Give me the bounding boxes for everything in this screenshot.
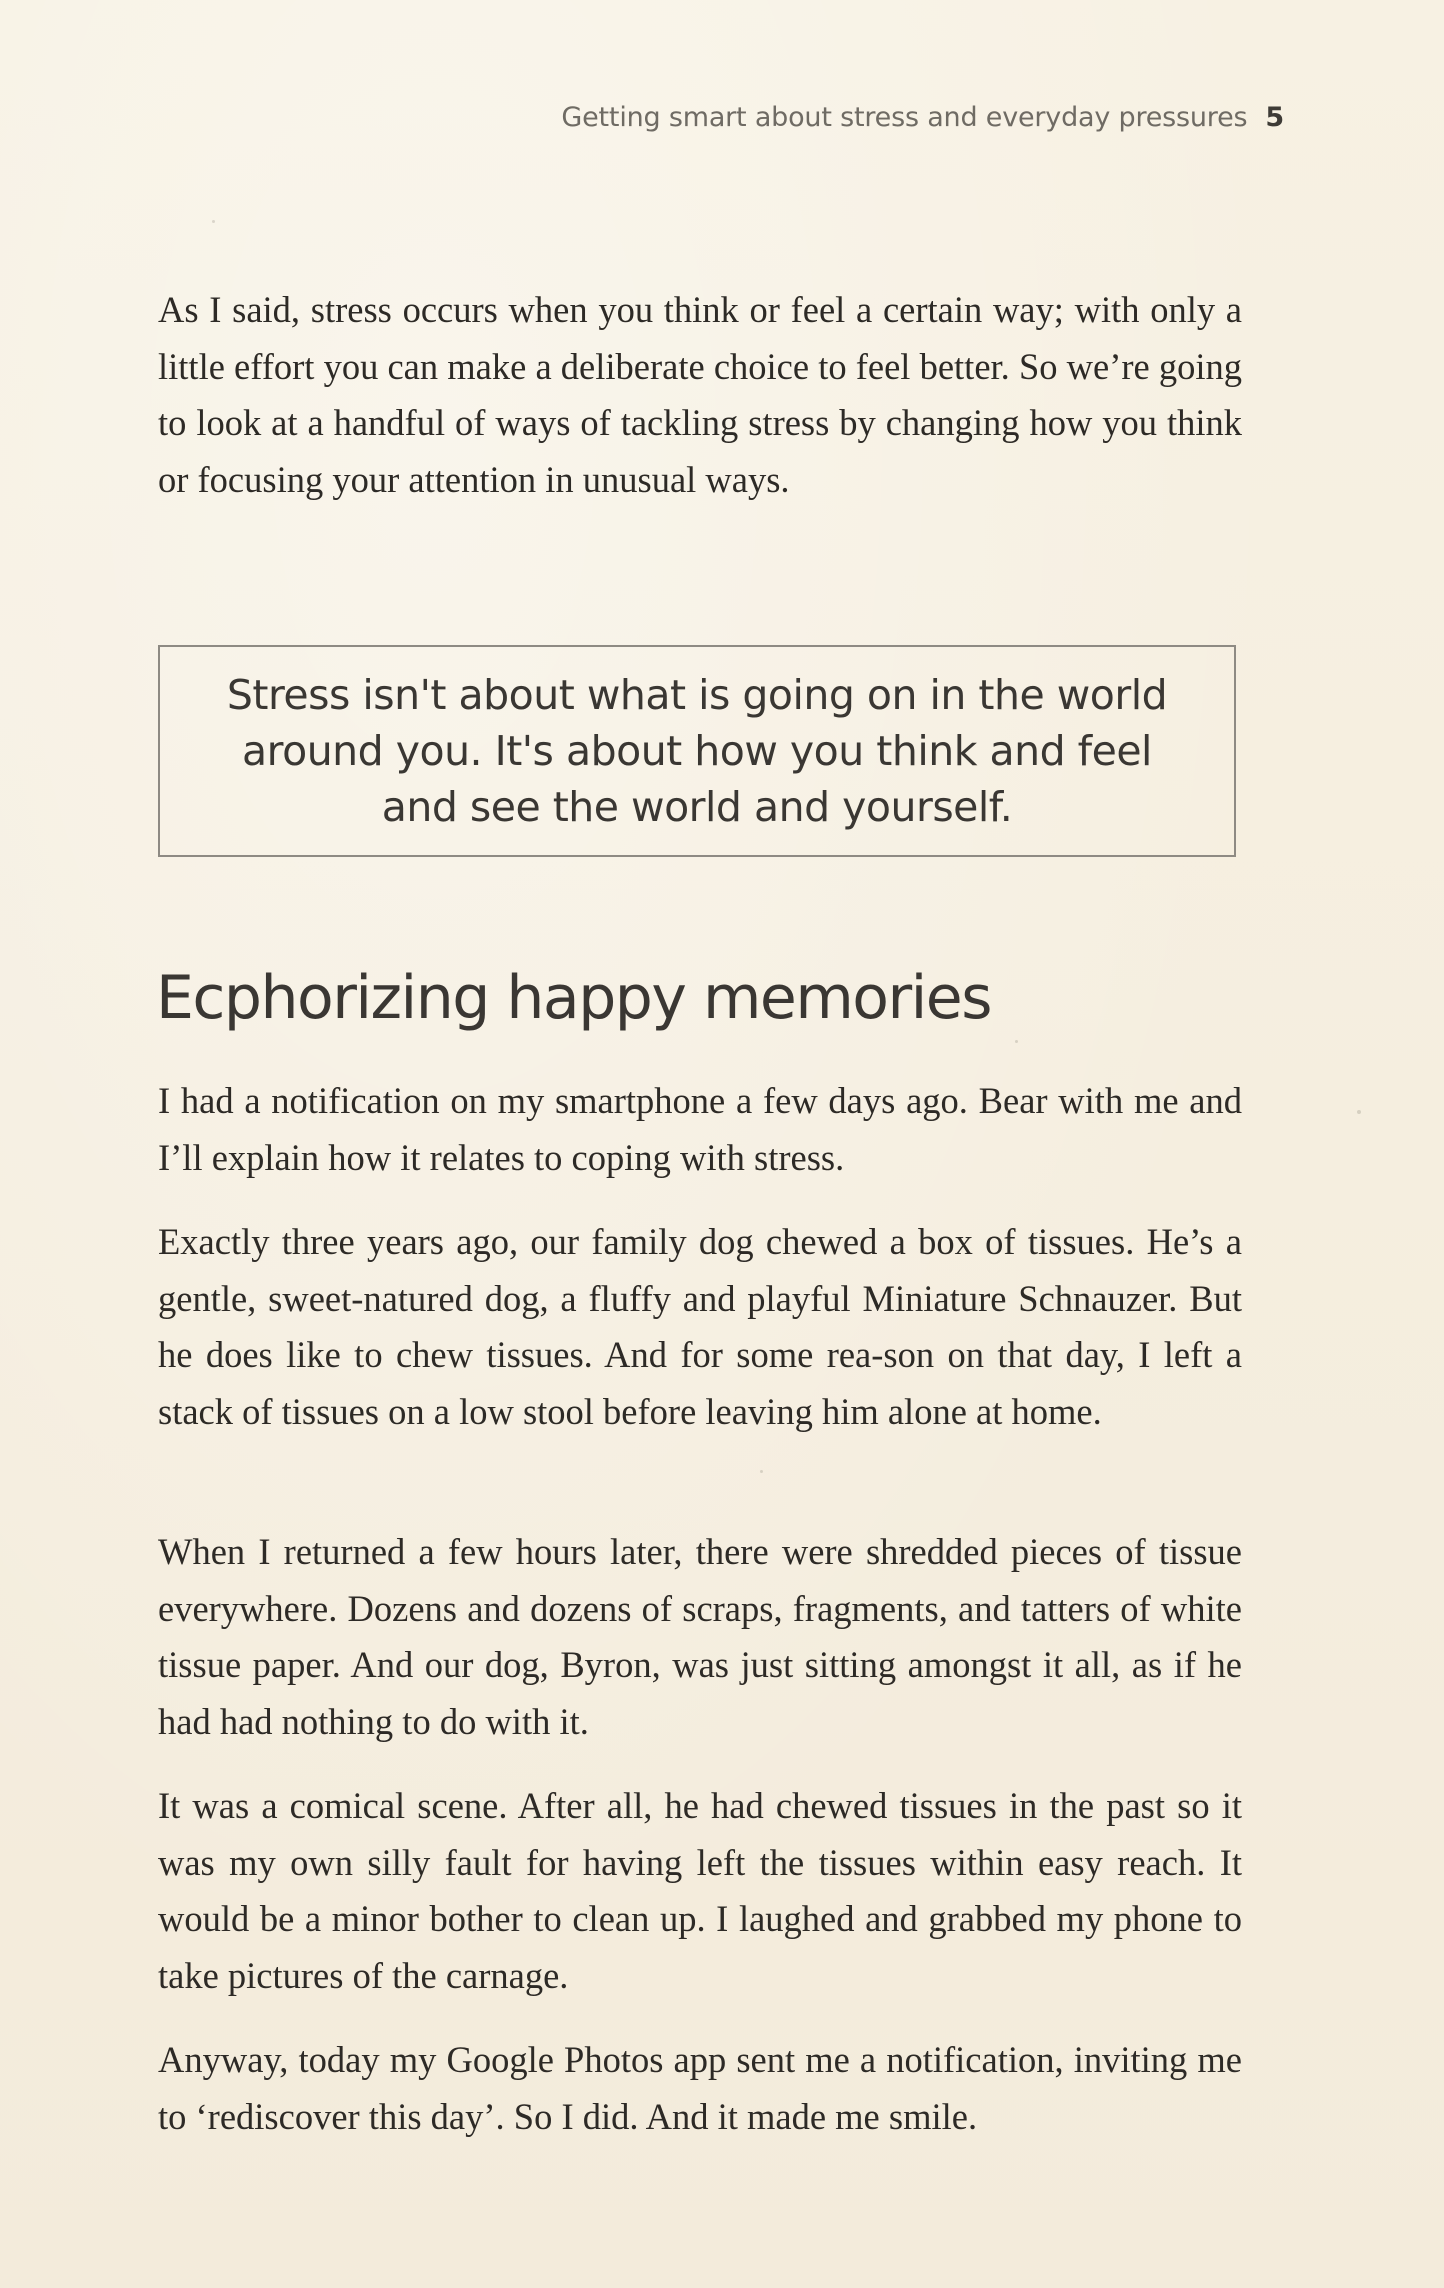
intro-paragraph: As I said, stress occurs when you think or feel a certain way; with only a little effort you can make a deliberate choice to feel better. So we’re going to look at a handful of ways of tackling stress by changing how you think or focusing your attention in unusual ways. (158, 289, 1242, 500)
callout-text: Stress isn't about what is going on in the world around you. It's about how you think and feel and see the world and yourself. (226, 671, 1168, 831)
running-header-title: Getting smart about stress and everyday pressures (561, 102, 1248, 133)
section-heading: Ecphorizing happy memories (156, 963, 991, 1033)
paragraph-dog-tissues: Exactly three years ago, our family dog chewed a box of tissues. He’s a gentle, sweet-natured dog, a fluffy and playful Miniature Schnauzer. But he does like to chew tissues. And for some rea-son on that day, I left a stack of tissues on a low stool before leaving him alone at home. (158, 1221, 1242, 1432)
paragraph-comical-scene: It was a comical scene. After all, he had chewed tissues in the past so it was my own silly fault for having left the tissues within easy reach. It would be a minor bother to clean up. I laughed and grabbed my phone to take pictures of the carnage. (158, 1785, 1242, 1996)
paper-speck (1015, 1040, 1018, 1043)
paper-speck (178, 1545, 181, 1548)
paper-speck (212, 220, 215, 223)
callout-box (158, 645, 1236, 857)
paragraph-notification: I had a notification on my smartphone a few days ago. Bear with me and I’ll explain how it relates to coping with stress. (158, 1080, 1242, 1178)
paper-speck (1357, 1110, 1361, 1114)
paragraph-google-photos: Anyway, today my Google Photos app sent me a notification, inviting me to ‘rediscover this day’. So I did. And it made me smile. (158, 2039, 1242, 2137)
page-number: 5 (1265, 102, 1284, 133)
paragraph-returned: When I returned a few hours later, there were shredded pieces of tissue everywhere. Dozens and dozens of scraps, fragments, and tatters of white tissue paper. And our dog, Byron, was just sitting amongst it all, as if he had had nothing to do with it. (158, 1531, 1242, 1742)
running-header (561, 102, 1284, 133)
paper-speck (760, 1470, 763, 1473)
